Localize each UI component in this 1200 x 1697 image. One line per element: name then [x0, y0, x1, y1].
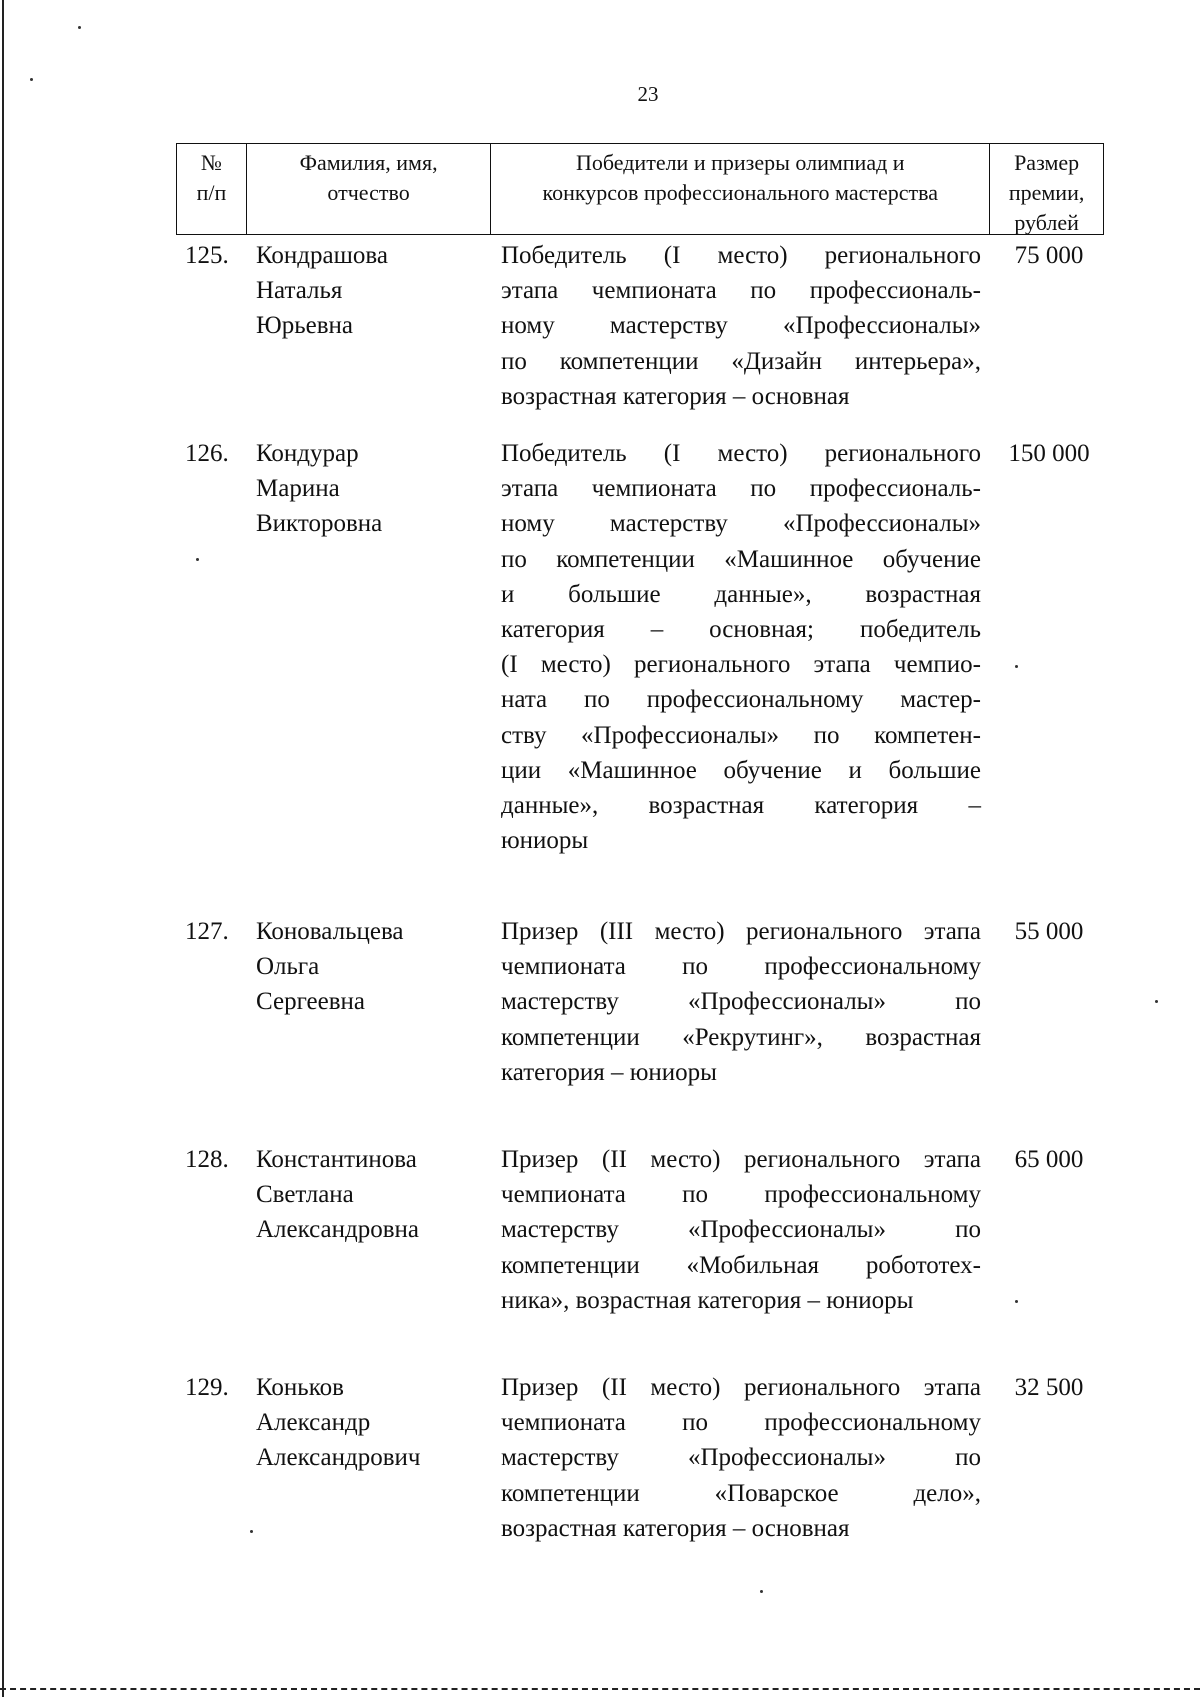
desc-line: данные», возрастная категория –: [501, 792, 981, 820]
desc-line: компетенции «Рекрутинг», возрастная: [501, 1023, 981, 1051]
header-num: [177, 144, 247, 234]
name-line: Александр: [256, 1409, 371, 1437]
row-number: 128.: [185, 1146, 229, 1173]
desc-line: ната по профессиональному мастер-: [501, 686, 981, 714]
scan-speck: [1015, 1300, 1018, 1303]
scan-speck: [1155, 1000, 1158, 1003]
desc-line: компетенции «Мобильная робототех-: [501, 1251, 981, 1279]
name-line: Юрьевна: [256, 312, 353, 340]
scan-speck: [78, 26, 81, 29]
header-desc: [491, 144, 990, 234]
desc-line: категория – основная; победитель: [501, 616, 981, 644]
desc-line: ника», возрастная категория – юниоры: [501, 1286, 914, 1314]
scan-speck: [30, 78, 33, 81]
row-name: [256, 238, 486, 344]
header-desc-line: конкурсов профессионального мастерства: [542, 180, 938, 205]
row-prize: 150 000: [1008, 440, 1090, 467]
header-name: [247, 144, 491, 234]
scan-speck: [760, 1590, 763, 1593]
desc-line: этапа чемпионата по профессиональ-: [501, 475, 981, 503]
desc-line: ному мастерству «Профессионалы»: [501, 312, 981, 340]
name-line: Константинова: [256, 1146, 417, 1173]
header-num-line: №: [200, 150, 222, 175]
name-line: Наталья: [256, 277, 343, 305]
desc-line: возрастная категория – основная: [501, 1514, 850, 1542]
header-desc-line: Победители и призеры олимпиад и: [575, 150, 905, 175]
row-number: 129.: [185, 1374, 229, 1401]
name-line: Кондрашова: [256, 242, 388, 269]
row-prize: 75 000: [1014, 242, 1084, 269]
row-number: 125.: [185, 242, 229, 269]
desc-line: этапа чемпионата по профессиональ-: [501, 277, 981, 305]
name-line: Марина: [256, 475, 340, 503]
header-prize-line: рублей: [1014, 210, 1079, 235]
row-name: [256, 914, 486, 1020]
desc-line: чемпионата по профессиональному: [501, 953, 981, 981]
name-line: Александрович: [256, 1444, 421, 1472]
row-name: [256, 1142, 486, 1248]
desc-line: Призер (II место) регионального этапа: [501, 1374, 981, 1401]
page-number: 23: [637, 82, 659, 106]
row-name: [256, 436, 486, 542]
header-prize-line: Размер: [1014, 150, 1080, 175]
row-prize: 55 000: [1014, 918, 1084, 945]
scan-speck: [196, 558, 199, 561]
desc-line: категория – юниоры: [501, 1058, 717, 1086]
row-number: 127.: [185, 918, 229, 945]
row-description: [501, 1370, 981, 1546]
desc-line: Призер (III место) регионального этапа: [501, 918, 981, 945]
desc-line: компетенции «Поварское дело»,: [501, 1479, 981, 1507]
desc-line: Победитель (I место) регионального: [501, 242, 981, 269]
header-name-line: отчество: [327, 180, 410, 205]
table-header: [176, 143, 1104, 235]
name-line: Коновальцева: [256, 918, 404, 945]
name-line: Светлана: [256, 1181, 354, 1209]
desc-line: (I место) регионального этапа чемпио-: [501, 651, 981, 679]
scan-speck: [1015, 665, 1018, 668]
row-prize: 65 000: [1014, 1146, 1084, 1173]
desc-line: по компетенции «Машинное обучение: [501, 545, 981, 573]
desc-line: по компетенции «Дизайн интерьера»,: [501, 347, 981, 375]
header-num-line: п/п: [196, 180, 227, 205]
desc-line: возрастная категория – основная: [501, 382, 850, 410]
desc-line: юниоры: [501, 827, 589, 855]
name-line: Викторовна: [256, 510, 383, 538]
desc-line: Призер (II место) регионального этапа: [501, 1146, 981, 1173]
row-description: [501, 914, 981, 1090]
desc-line: ству «Профессионалы» по компетен-: [501, 721, 981, 749]
desc-line: чемпионата по профессиональному: [501, 1181, 981, 1209]
row-number: 126.: [185, 440, 229, 467]
desc-line: мастерству «Профессионалы» по: [501, 1216, 981, 1244]
desc-line: Победитель (I место) регионального: [501, 440, 981, 467]
row-description: [501, 1142, 981, 1318]
row-prize: 32 500: [1014, 1374, 1084, 1401]
header-prize: [990, 144, 1103, 234]
desc-line: ции «Машинное обучение и большие: [501, 756, 981, 784]
header-prize-line: премии,: [1008, 180, 1085, 205]
desc-line: ному мастерству «Профессионалы»: [501, 510, 981, 538]
name-line: Ольга: [256, 953, 320, 981]
scan-left-border: [2, 0, 4, 1697]
scan-bottom-edge: [0, 1688, 1200, 1690]
desc-line: чемпионата по профессиональному: [501, 1409, 981, 1437]
name-line: Кондурар: [256, 440, 359, 467]
scan-speck: [250, 1530, 253, 1533]
desc-line: мастерству «Профессионалы» по: [501, 988, 981, 1016]
row-name: [256, 1370, 486, 1476]
name-line: Сергеевна: [256, 988, 365, 1016]
desc-line: и большие данные», возрастная: [501, 580, 981, 608]
desc-line: мастерству «Профессионалы» по: [501, 1444, 981, 1472]
name-line: Коньков: [256, 1374, 344, 1401]
row-description: [501, 436, 981, 858]
row-description: [501, 238, 981, 414]
name-line: Александровна: [256, 1216, 420, 1244]
header-name-line: Фамилия, имя,: [299, 150, 438, 175]
